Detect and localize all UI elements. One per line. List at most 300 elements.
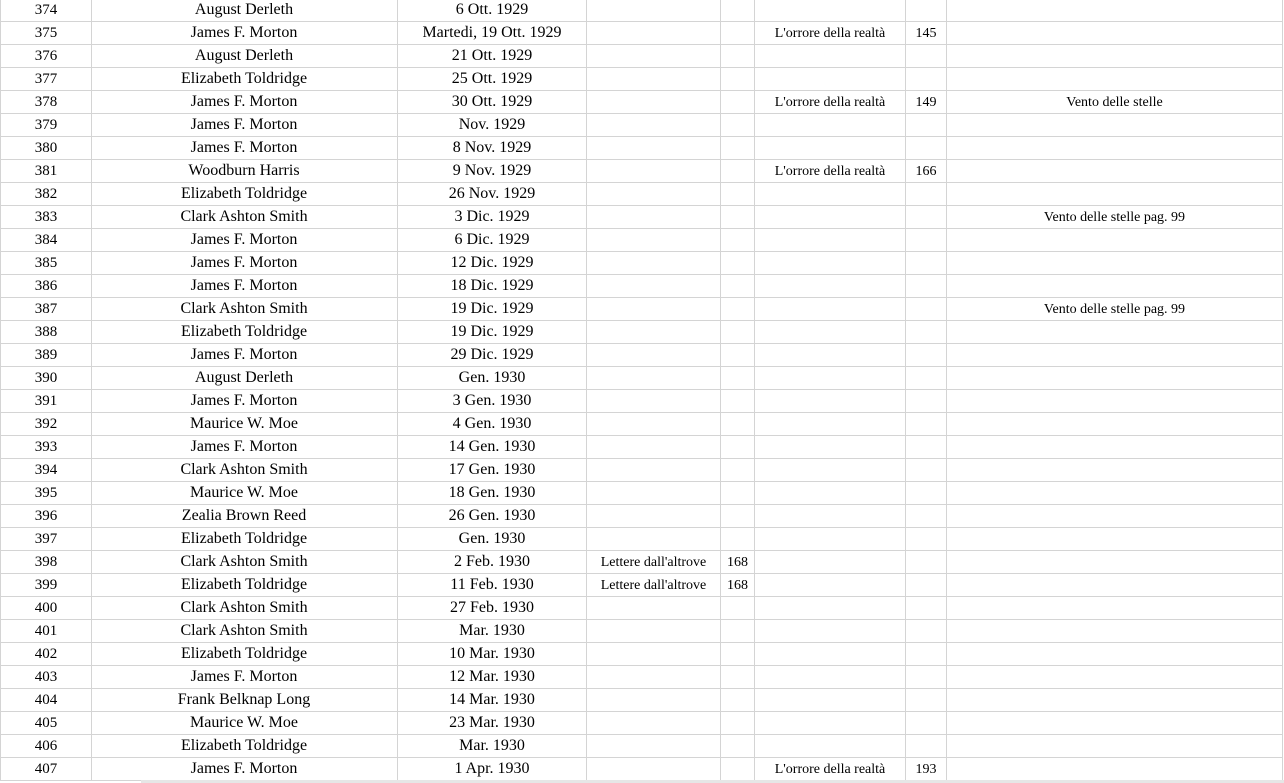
table-row	[0, 505, 1284, 528]
cell-page-a[interactable]	[721, 712, 755, 735]
cell-recipient[interactable]: James F. Morton	[91, 137, 398, 160]
cell-page-b[interactable]	[906, 367, 947, 390]
cell-date[interactable]: Gen. 1930	[398, 528, 587, 551]
cell-collection-a[interactable]	[587, 298, 721, 321]
cell-date[interactable]: 17 Gen. 1930	[398, 459, 587, 482]
cell-note[interactable]	[947, 160, 1283, 183]
cell-note[interactable]	[947, 321, 1283, 344]
cell-recipient[interactable]: James F. Morton	[91, 252, 398, 275]
cell-collection-b[interactable]	[755, 689, 906, 712]
cell-page-b[interactable]	[906, 712, 947, 735]
cell-note[interactable]	[947, 436, 1283, 459]
cell-page-a[interactable]	[721, 597, 755, 620]
cell-date[interactable]: 23 Mar. 1930	[398, 712, 587, 735]
cell-page-b[interactable]	[906, 413, 947, 436]
cell-date[interactable]: 3 Gen. 1930	[398, 390, 587, 413]
cell-date[interactable]: 14 Gen. 1930	[398, 436, 587, 459]
cell-collection-a[interactable]	[587, 68, 721, 91]
cell-date[interactable]: 30 Ott. 1929	[398, 91, 587, 114]
cell-recipient[interactable]: Elizabeth Toldridge	[91, 68, 398, 91]
cell-page-a[interactable]	[721, 367, 755, 390]
cell-recipient[interactable]: James F. Morton	[91, 666, 398, 689]
cell-collection-b[interactable]	[755, 321, 906, 344]
cell-page-a[interactable]	[721, 758, 755, 781]
cell-row-number[interactable]: 394	[0, 459, 92, 482]
cell-page-a[interactable]	[721, 482, 755, 505]
cell-page-a[interactable]	[721, 275, 755, 298]
cell-note[interactable]	[947, 0, 1283, 22]
cell-row-number[interactable]: 397	[0, 528, 92, 551]
cell-row-number[interactable]: 391	[0, 390, 92, 413]
cell-collection-b[interactable]	[755, 367, 906, 390]
cell-collection-a[interactable]: Lettere dall'altrove	[587, 551, 721, 574]
cell-row-number[interactable]: 381	[0, 160, 92, 183]
cell-page-a[interactable]	[721, 0, 755, 22]
cell-date[interactable]: 19 Dic. 1929	[398, 298, 587, 321]
cell-page-a[interactable]	[721, 298, 755, 321]
table-row	[0, 229, 1284, 252]
cell-recipient[interactable]: Elizabeth Toldridge	[91, 643, 398, 666]
cell-page-b[interactable]	[906, 459, 947, 482]
cell-note[interactable]	[947, 528, 1283, 551]
cell-page-b[interactable]	[906, 183, 947, 206]
cell-collection-b[interactable]	[755, 390, 906, 413]
cell-page-b[interactable]	[906, 298, 947, 321]
cell-page-b[interactable]	[906, 689, 947, 712]
cell-row-number[interactable]: 403	[0, 666, 92, 689]
cell-page-b[interactable]	[906, 551, 947, 574]
cell-date[interactable]: 12 Dic. 1929	[398, 252, 587, 275]
cell-recipient[interactable]: Elizabeth Toldridge	[91, 528, 398, 551]
cell-collection-a[interactable]	[587, 689, 721, 712]
cell-collection-b[interactable]	[755, 114, 906, 137]
cell-page-a[interactable]: 168	[721, 574, 755, 597]
cell-note[interactable]	[947, 229, 1283, 252]
cell-page-b[interactable]	[906, 45, 947, 68]
table-row	[0, 367, 1284, 390]
cell-row-number[interactable]: 380	[0, 137, 92, 160]
cell-recipient[interactable]: Clark Ashton Smith	[91, 206, 398, 229]
cell-row-number[interactable]: 387	[0, 298, 92, 321]
cell-page-a[interactable]	[721, 45, 755, 68]
cell-collection-b[interactable]	[755, 643, 906, 666]
cell-collection-a[interactable]	[587, 252, 721, 275]
cell-row-number[interactable]: 383	[0, 206, 92, 229]
cell-page-b[interactable]: 166	[906, 160, 947, 183]
cell-collection-a[interactable]: Lettere dall'altrove	[587, 574, 721, 597]
cell-collection-a[interactable]	[587, 712, 721, 735]
table-row	[0, 114, 1284, 137]
cell-page-a[interactable]	[721, 436, 755, 459]
cell-page-a[interactable]	[721, 68, 755, 91]
cell-note[interactable]	[947, 597, 1283, 620]
cell-page-b[interactable]	[906, 574, 947, 597]
cell-collection-b[interactable]	[755, 735, 906, 758]
cell-page-b[interactable]	[906, 390, 947, 413]
cell-note[interactable]	[947, 643, 1283, 666]
table-row	[0, 551, 1284, 574]
cell-row-number[interactable]: 390	[0, 367, 92, 390]
cell-page-a[interactable]	[721, 505, 755, 528]
cell-collection-a[interactable]	[587, 183, 721, 206]
cell-page-a[interactable]	[721, 252, 755, 275]
cell-collection-a[interactable]	[587, 321, 721, 344]
cell-row-number[interactable]: 378	[0, 91, 92, 114]
cell-recipient[interactable]: Elizabeth Toldridge	[91, 183, 398, 206]
cell-date[interactable]: 2 Feb. 1930	[398, 551, 587, 574]
cell-collection-b[interactable]	[755, 620, 906, 643]
cell-page-b[interactable]	[906, 597, 947, 620]
table-row	[0, 252, 1284, 275]
cell-page-a[interactable]: 168	[721, 551, 755, 574]
cell-row-number[interactable]: 375	[0, 22, 92, 45]
table-row	[0, 344, 1284, 367]
cell-page-a[interactable]	[721, 321, 755, 344]
table-row	[0, 459, 1284, 482]
cell-page-a[interactable]	[721, 643, 755, 666]
cell-page-a[interactable]	[721, 620, 755, 643]
cell-page-b[interactable]	[906, 528, 947, 551]
cell-recipient[interactable]: Maurice W. Moe	[91, 413, 398, 436]
cell-collection-b[interactable]: L'orrore della realtà	[755, 91, 906, 114]
cell-row-number[interactable]: 386	[0, 275, 92, 298]
cell-row-number[interactable]: 374	[0, 0, 92, 22]
cell-page-b[interactable]	[906, 643, 947, 666]
cell-recipient[interactable]: James F. Morton	[91, 114, 398, 137]
cell-collection-b[interactable]	[755, 252, 906, 275]
cell-collection-b[interactable]	[755, 436, 906, 459]
table-row	[0, 68, 1284, 91]
cell-collection-a[interactable]	[587, 390, 721, 413]
cell-date[interactable]: Mar. 1930	[398, 620, 587, 643]
cell-page-b[interactable]	[906, 68, 947, 91]
cell-note[interactable]	[947, 735, 1283, 758]
table-row	[0, 528, 1284, 551]
cell-collection-b[interactable]	[755, 413, 906, 436]
cell-row-number[interactable]: 376	[0, 45, 92, 68]
cell-recipient[interactable]: August Derleth	[91, 0, 398, 22]
cell-page-b[interactable]	[906, 137, 947, 160]
cell-recipient[interactable]: James F. Morton	[91, 91, 398, 114]
cell-note[interactable]	[947, 22, 1283, 45]
table-row	[0, 45, 1284, 68]
cell-page-a[interactable]	[721, 413, 755, 436]
cell-row-number[interactable]: 379	[0, 114, 92, 137]
cell-page-b[interactable]	[906, 735, 947, 758]
cell-date[interactable]: 21 Ott. 1929	[398, 45, 587, 68]
cell-note[interactable]	[947, 712, 1283, 735]
cell-note[interactable]: Vento delle stelle pag. 99	[947, 298, 1283, 321]
table-row	[0, 482, 1284, 505]
cell-row-number[interactable]: 401	[0, 620, 92, 643]
cell-collection-b[interactable]	[755, 666, 906, 689]
cell-recipient[interactable]: August Derleth	[91, 367, 398, 390]
cell-collection-a[interactable]	[587, 459, 721, 482]
cell-recipient[interactable]: James F. Morton	[91, 436, 398, 459]
cell-date[interactable]: Nov. 1929	[398, 114, 587, 137]
cell-page-b[interactable]	[906, 252, 947, 275]
cell-recipient[interactable]: Maurice W. Moe	[91, 482, 398, 505]
cell-date[interactable]: 8 Nov. 1929	[398, 137, 587, 160]
cell-collection-a[interactable]	[587, 436, 721, 459]
cell-page-a[interactable]	[721, 666, 755, 689]
cell-page-a[interactable]	[721, 206, 755, 229]
cell-collection-b[interactable]: L'orrore della realtà	[755, 160, 906, 183]
cell-recipient[interactable]: James F. Morton	[91, 758, 398, 781]
cell-collection-a[interactable]	[587, 22, 721, 45]
cell-note[interactable]	[947, 252, 1283, 275]
cell-row-number[interactable]: 406	[0, 735, 92, 758]
cell-recipient[interactable]: Clark Ashton Smith	[91, 597, 398, 620]
cell-date[interactable]: 29 Dic. 1929	[398, 344, 587, 367]
cell-recipient[interactable]: Frank Belknap Long	[91, 689, 398, 712]
cell-recipient[interactable]: Zealia Brown Reed	[91, 505, 398, 528]
cell-collection-a[interactable]	[587, 0, 721, 22]
cell-recipient[interactable]: Clark Ashton Smith	[91, 459, 398, 482]
cell-page-b[interactable]	[906, 620, 947, 643]
table-row	[0, 390, 1284, 413]
cell-note[interactable]	[947, 620, 1283, 643]
cell-recipient[interactable]: Clark Ashton Smith	[91, 551, 398, 574]
cell-date[interactable]: 9 Nov. 1929	[398, 160, 587, 183]
cell-collection-b[interactable]	[755, 551, 906, 574]
cell-page-b[interactable]	[906, 206, 947, 229]
cell-date[interactable]: 18 Dic. 1929	[398, 275, 587, 298]
cell-collection-a[interactable]	[587, 597, 721, 620]
cell-collection-b[interactable]	[755, 45, 906, 68]
cell-page-b[interactable]: 193	[906, 758, 947, 781]
cell-note[interactable]	[947, 551, 1283, 574]
cell-collection-b[interactable]	[755, 0, 906, 22]
cell-collection-b[interactable]	[755, 68, 906, 91]
cell-page-a[interactable]	[721, 528, 755, 551]
cell-date[interactable]: Gen. 1930	[398, 367, 587, 390]
cell-page-a[interactable]	[721, 22, 755, 45]
cell-page-b[interactable]	[906, 436, 947, 459]
cell-row-number[interactable]: 393	[0, 436, 92, 459]
cell-recipient[interactable]: Woodburn Harris	[91, 160, 398, 183]
cell-page-a[interactable]	[721, 183, 755, 206]
table-row	[0, 597, 1284, 620]
cell-recipient[interactable]: August Derleth	[91, 45, 398, 68]
cell-page-b[interactable]	[906, 505, 947, 528]
table-row	[0, 137, 1284, 160]
cell-collection-b[interactable]: L'orrore della realtà	[755, 758, 906, 781]
cell-note[interactable]	[947, 505, 1283, 528]
cell-date[interactable]: 3 Dic. 1929	[398, 206, 587, 229]
table-row	[0, 206, 1284, 229]
cell-date[interactable]: 4 Gen. 1930	[398, 413, 587, 436]
cell-page-a[interactable]	[721, 689, 755, 712]
cell-page-b[interactable]	[906, 275, 947, 298]
cell-note[interactable]	[947, 482, 1283, 505]
cell-collection-a[interactable]	[587, 643, 721, 666]
cell-collection-b[interactable]	[755, 505, 906, 528]
cell-date[interactable]: 25 Ott. 1929	[398, 68, 587, 91]
cell-row-number[interactable]: 385	[0, 252, 92, 275]
cell-note[interactable]	[947, 390, 1283, 413]
cell-date[interactable]: 1 Apr. 1930	[398, 758, 587, 781]
cell-page-a[interactable]	[721, 459, 755, 482]
cell-collection-a[interactable]	[587, 160, 721, 183]
cell-collection-b[interactable]	[755, 183, 906, 206]
cell-recipient[interactable]: Elizabeth Toldridge	[91, 574, 398, 597]
cell-collection-b[interactable]	[755, 229, 906, 252]
cell-page-b[interactable]: 149	[906, 91, 947, 114]
cell-page-a[interactable]	[721, 735, 755, 758]
table-row	[0, 712, 1284, 735]
cell-row-number[interactable]: 382	[0, 183, 92, 206]
table-row	[0, 22, 1284, 45]
cell-collection-b[interactable]	[755, 712, 906, 735]
table-row	[0, 183, 1284, 206]
table-row	[0, 758, 1284, 781]
cell-recipient[interactable]: Maurice W. Moe	[91, 712, 398, 735]
cell-page-a[interactable]	[721, 137, 755, 160]
cell-note[interactable]: Vento delle stelle	[947, 91, 1283, 114]
cell-collection-b[interactable]	[755, 528, 906, 551]
cell-collection-a[interactable]	[587, 229, 721, 252]
cell-recipient[interactable]: James F. Morton	[91, 229, 398, 252]
table-row	[0, 666, 1284, 689]
table-row	[0, 91, 1284, 114]
cell-note[interactable]	[947, 137, 1283, 160]
cell-date[interactable]: 6 Dic. 1929	[398, 229, 587, 252]
cell-row-number[interactable]: 400	[0, 597, 92, 620]
table-row	[0, 275, 1284, 298]
cell-row-number[interactable]: 389	[0, 344, 92, 367]
cell-note[interactable]	[947, 758, 1283, 781]
cell-recipient[interactable]: James F. Morton	[91, 344, 398, 367]
cell-page-b[interactable]	[906, 666, 947, 689]
cell-page-a[interactable]	[721, 390, 755, 413]
cell-date[interactable]: 6 Ott. 1929	[398, 0, 587, 22]
cell-row-number[interactable]: 395	[0, 482, 92, 505]
cell-collection-a[interactable]	[587, 367, 721, 390]
cell-page-a[interactable]	[721, 114, 755, 137]
cell-collection-a[interactable]	[587, 413, 721, 436]
cell-collection-a[interactable]	[587, 91, 721, 114]
cell-page-b[interactable]	[906, 321, 947, 344]
cell-page-a[interactable]	[721, 160, 755, 183]
cell-date[interactable]: 26 Nov. 1929	[398, 183, 587, 206]
cell-collection-b[interactable]	[755, 137, 906, 160]
cell-collection-b[interactable]	[755, 574, 906, 597]
cell-date[interactable]: 19 Dic. 1929	[398, 321, 587, 344]
cell-row-number[interactable]: 407	[0, 758, 92, 781]
cell-collection-b[interactable]	[755, 459, 906, 482]
cell-collection-a[interactable]	[587, 344, 721, 367]
table-row	[0, 735, 1284, 758]
cell-date[interactable]: 14 Mar. 1930	[398, 689, 587, 712]
cell-collection-a[interactable]	[587, 45, 721, 68]
cell-recipient[interactable]: Elizabeth Toldridge	[91, 321, 398, 344]
cell-collection-b[interactable]	[755, 597, 906, 620]
cell-row-number[interactable]: 405	[0, 712, 92, 735]
cell-note[interactable]	[947, 689, 1283, 712]
cell-note[interactable]: Vento delle stelle pag. 99	[947, 206, 1283, 229]
cell-collection-a[interactable]	[587, 666, 721, 689]
cell-collection-a[interactable]	[587, 528, 721, 551]
cell-recipient[interactable]: Clark Ashton Smith	[91, 298, 398, 321]
cell-collection-a[interactable]	[587, 206, 721, 229]
cell-note[interactable]	[947, 574, 1283, 597]
cell-page-b[interactable]	[906, 344, 947, 367]
cell-collection-a[interactable]	[587, 137, 721, 160]
cell-date[interactable]: 18 Gen. 1930	[398, 482, 587, 505]
cell-page-b[interactable]	[906, 229, 947, 252]
cell-date[interactable]: 27 Feb. 1930	[398, 597, 587, 620]
cell-recipient[interactable]: James F. Morton	[91, 390, 398, 413]
cell-note[interactable]	[947, 275, 1283, 298]
cell-date[interactable]: 10 Mar. 1930	[398, 643, 587, 666]
cell-date[interactable]: Mar. 1930	[398, 735, 587, 758]
cell-note[interactable]	[947, 68, 1283, 91]
cell-collection-a[interactable]	[587, 275, 721, 298]
cell-page-b[interactable]	[906, 0, 947, 22]
cell-row-number[interactable]: 398	[0, 551, 92, 574]
cell-recipient[interactable]: Elizabeth Toldridge	[91, 735, 398, 758]
cell-collection-a[interactable]	[587, 482, 721, 505]
cell-row-number[interactable]: 384	[0, 229, 92, 252]
cell-row-number[interactable]: 388	[0, 321, 92, 344]
cell-note[interactable]	[947, 344, 1283, 367]
cell-page-a[interactable]	[721, 91, 755, 114]
cell-date[interactable]: Martedi, 19 Ott. 1929	[398, 22, 587, 45]
cell-row-number[interactable]: 399	[0, 574, 92, 597]
table-row	[0, 298, 1284, 321]
cell-date[interactable]: 12 Mar. 1930	[398, 666, 587, 689]
cell-date[interactable]: 26 Gen. 1930	[398, 505, 587, 528]
cell-collection-a[interactable]	[587, 620, 721, 643]
cell-note[interactable]	[947, 45, 1283, 68]
cell-collection-a[interactable]	[587, 114, 721, 137]
cell-note[interactable]	[947, 459, 1283, 482]
table-row	[0, 0, 1284, 22]
cell-recipient[interactable]: James F. Morton	[91, 275, 398, 298]
cell-row-number[interactable]: 377	[0, 68, 92, 91]
cell-page-b[interactable]	[906, 482, 947, 505]
cell-page-b[interactable]: 145	[906, 22, 947, 45]
cell-collection-b[interactable]	[755, 298, 906, 321]
cell-collection-b[interactable]	[755, 275, 906, 298]
table-row	[0, 689, 1284, 712]
cell-page-a[interactable]	[721, 344, 755, 367]
cell-collection-a[interactable]	[587, 758, 721, 781]
cell-collection-b[interactable]: L'orrore della realtà	[755, 22, 906, 45]
cell-row-number[interactable]: 392	[0, 413, 92, 436]
cell-recipient[interactable]: James F. Morton	[91, 22, 398, 45]
cell-note[interactable]	[947, 114, 1283, 137]
cell-recipient[interactable]: Clark Ashton Smith	[91, 620, 398, 643]
cell-collection-b[interactable]	[755, 344, 906, 367]
cell-page-a[interactable]	[721, 229, 755, 252]
cell-note[interactable]	[947, 183, 1283, 206]
cell-collection-a[interactable]	[587, 735, 721, 758]
cell-note[interactable]	[947, 367, 1283, 390]
cell-page-b[interactable]	[906, 114, 947, 137]
cell-collection-b[interactable]	[755, 206, 906, 229]
cell-row-number[interactable]: 404	[0, 689, 92, 712]
cell-row-number[interactable]: 402	[0, 643, 92, 666]
cell-note[interactable]	[947, 413, 1283, 436]
cell-note[interactable]	[947, 666, 1283, 689]
cell-row-number[interactable]: 396	[0, 505, 92, 528]
table-row	[0, 321, 1284, 344]
cell-collection-a[interactable]	[587, 505, 721, 528]
cell-collection-b[interactable]	[755, 482, 906, 505]
cell-date[interactable]: 11 Feb. 1930	[398, 574, 587, 597]
